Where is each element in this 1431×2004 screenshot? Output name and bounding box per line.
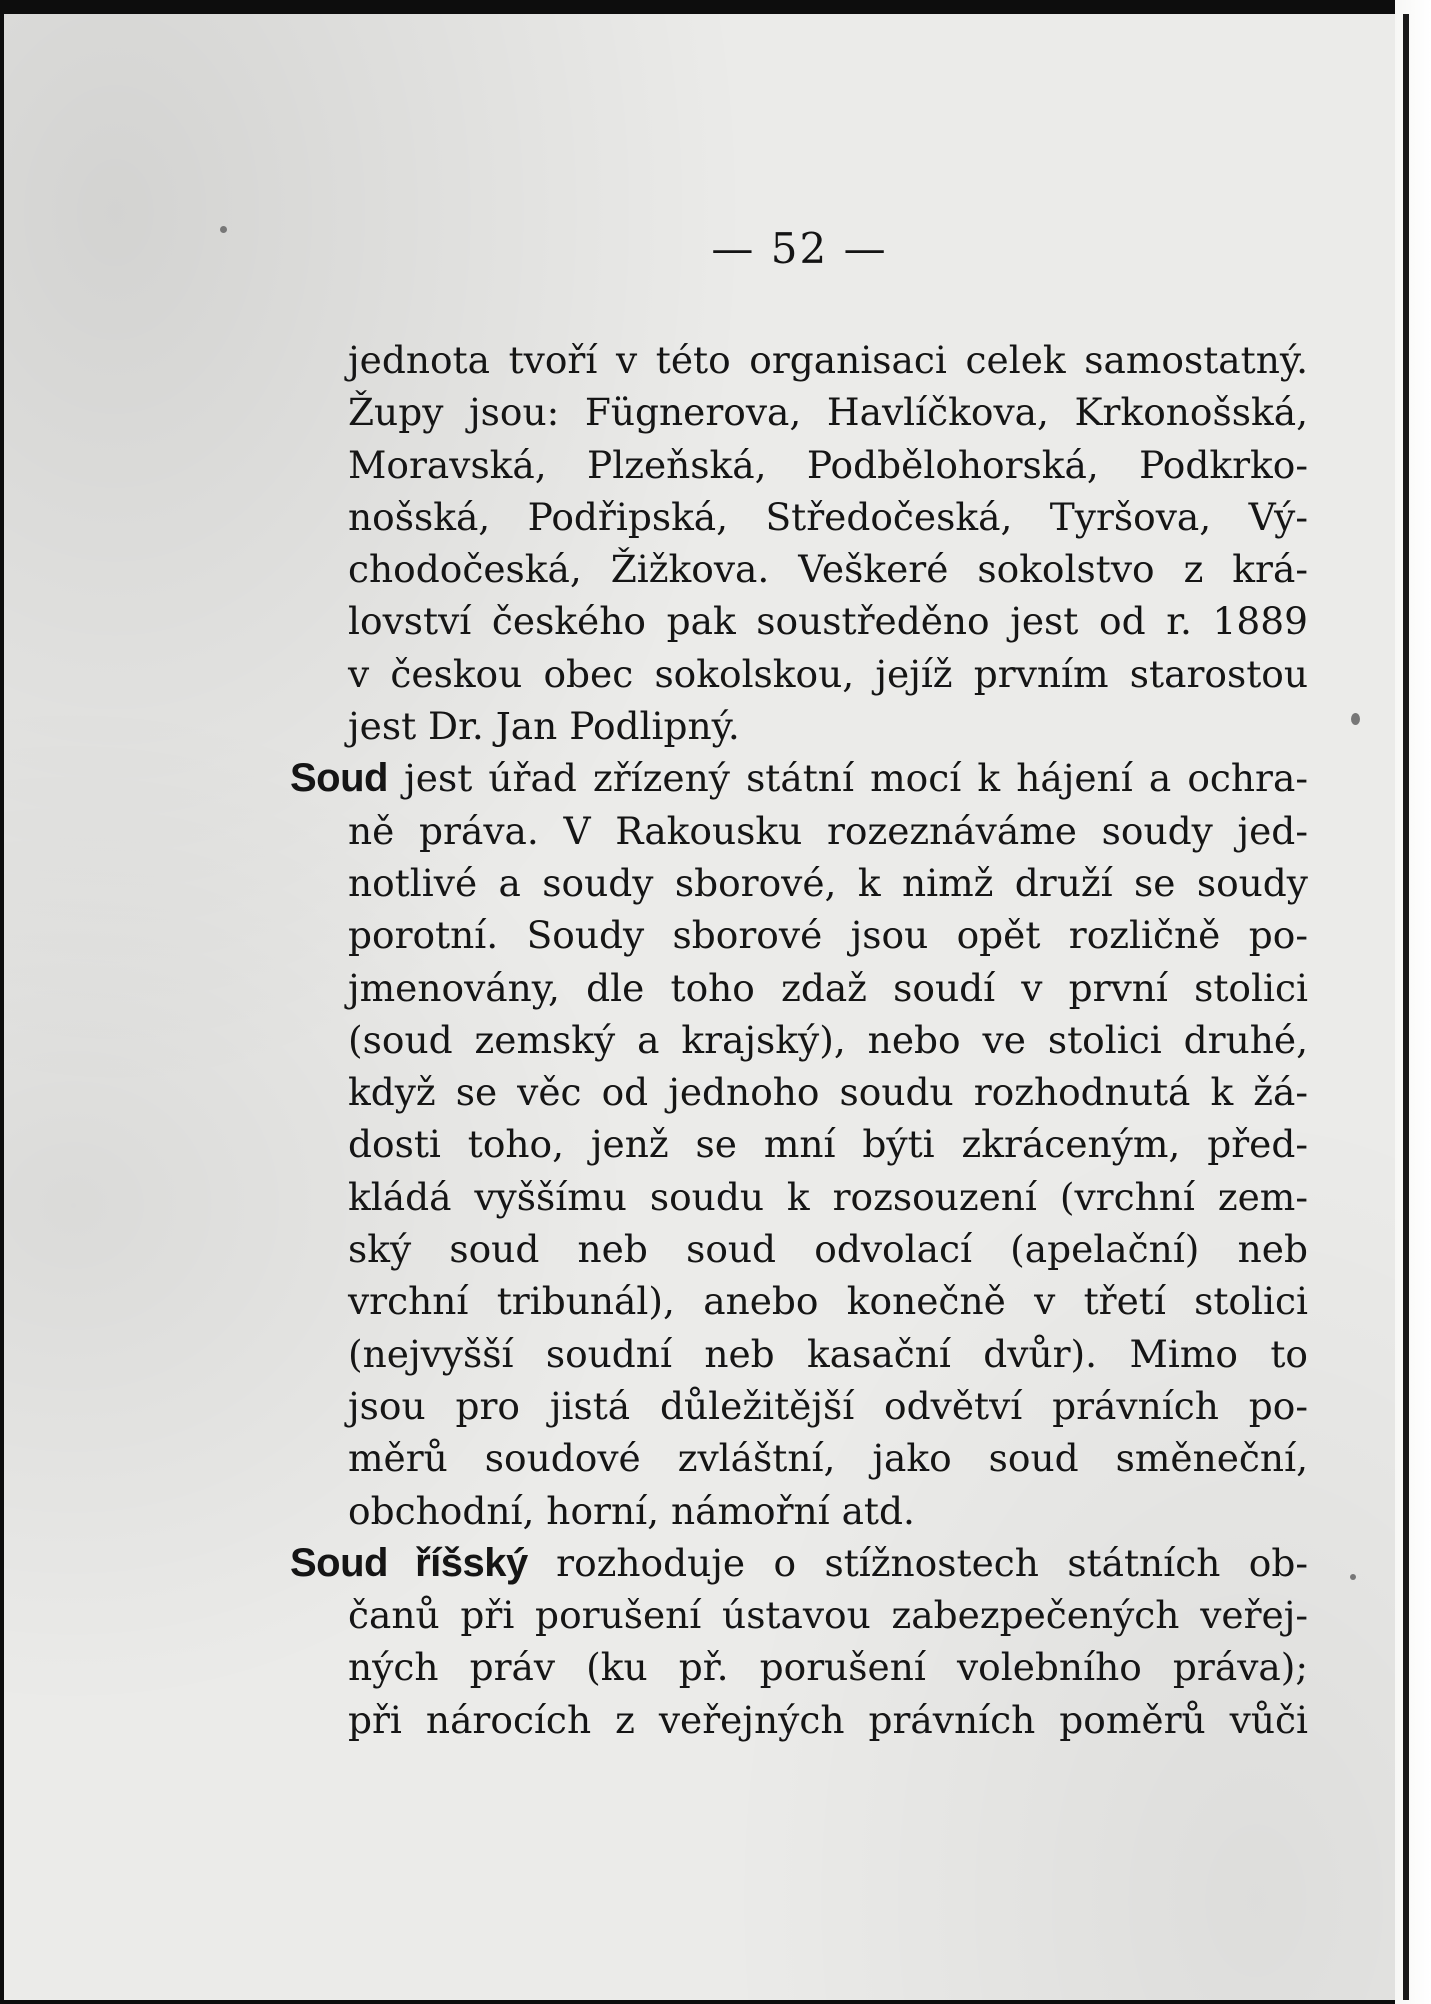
text-line: porotní. Soudy sborové jsou opět rozličně po- <box>348 913 1308 958</box>
text-line: jsou pro jistá důležitější odvětví právních po- <box>348 1383 1308 1428</box>
page-edge-line <box>1403 14 1409 2000</box>
text-line: (soud zemský a krajský), nebo ve stolici druhé, <box>348 1017 1308 1062</box>
page-number: — 52 — <box>711 224 888 273</box>
text-line: ných práv (ku př. porušení volebního práva); <box>348 1645 1308 1690</box>
text-line: čanů při porušení ústavou zabezpečených veřej- <box>348 1593 1308 1638</box>
paper-speck <box>1351 713 1360 725</box>
text-line: jednota tvoří v této organisaci celek samostatný. <box>348 338 1308 382</box>
entry-headword: Soud říšský <box>290 1540 528 1585</box>
text-line: při nárocích z veřejných právních poměrů vůči <box>348 1697 1308 1742</box>
text-line: ně práva. V Rakousku rozeznáváme soudy jed- <box>348 808 1308 853</box>
text-line: (nejvyšší soudní neb kasační dvůr). Mimo to <box>348 1331 1308 1376</box>
text-line: Župy jsou: Fügnerova, Havlíčkova, Krkonošská, <box>348 390 1308 435</box>
entry-headword: Soud <box>290 756 388 801</box>
text-line: měrů soudové zvláštní, jako soud směneční, <box>348 1436 1308 1481</box>
entry-text: jest úřad zřízený státní mocí k hájení a ochra- <box>404 756 1309 801</box>
text-line: notlivé a soudy sborové, k nimž druží se soudy <box>348 860 1308 905</box>
text-line: jest Dr. Jan Podlipný. <box>348 704 740 749</box>
text-line: nošská, Podřipská, Středočeská, Tyršova, Vý- <box>348 494 1308 539</box>
text-line: obchodní, horní, námořní atd. <box>348 1488 915 1533</box>
paper-speck <box>1350 1574 1356 1580</box>
text-line: v českou obec sokolskou, jejíž prvním starostou <box>348 651 1308 696</box>
text-line: jmenovány, dle toho zdaž soudí v první stolici <box>348 965 1308 1010</box>
page-edge <box>1395 0 1431 2004</box>
entry-text: rozhoduje o stížnostech státních ob- <box>556 1540 1309 1585</box>
text-line: chodočeská, Žižkova. Veškeré sokolstvo z krá- <box>348 547 1308 592</box>
text-line: vrchní tribunál), anebo konečně v třetí stolici <box>348 1279 1308 1324</box>
text-line: ský soud neb soud odvolací (apelační) neb <box>348 1227 1308 1272</box>
book-page <box>4 14 1395 2000</box>
text-line: dosti toho, jenž se mní býti zkráceným, před- <box>348 1122 1308 1167</box>
text-line: kládá vyššímu soudu k rozsouzení (vrchní zem- <box>348 1174 1308 1219</box>
text-line: lovství českého pak soustředěno jest od r. 1889 <box>348 599 1308 644</box>
entry-first-line <box>290 752 1308 804</box>
paper-speck <box>220 226 227 233</box>
page-body <box>290 334 1308 1746</box>
text-line: když se věc od jednoho soudu rozhodnutá k žá- <box>348 1070 1308 1115</box>
entry-first-line <box>290 1537 1308 1589</box>
text-line: Moravská, Plzeňská, Podbělohorská, Podkrko- <box>348 442 1308 487</box>
